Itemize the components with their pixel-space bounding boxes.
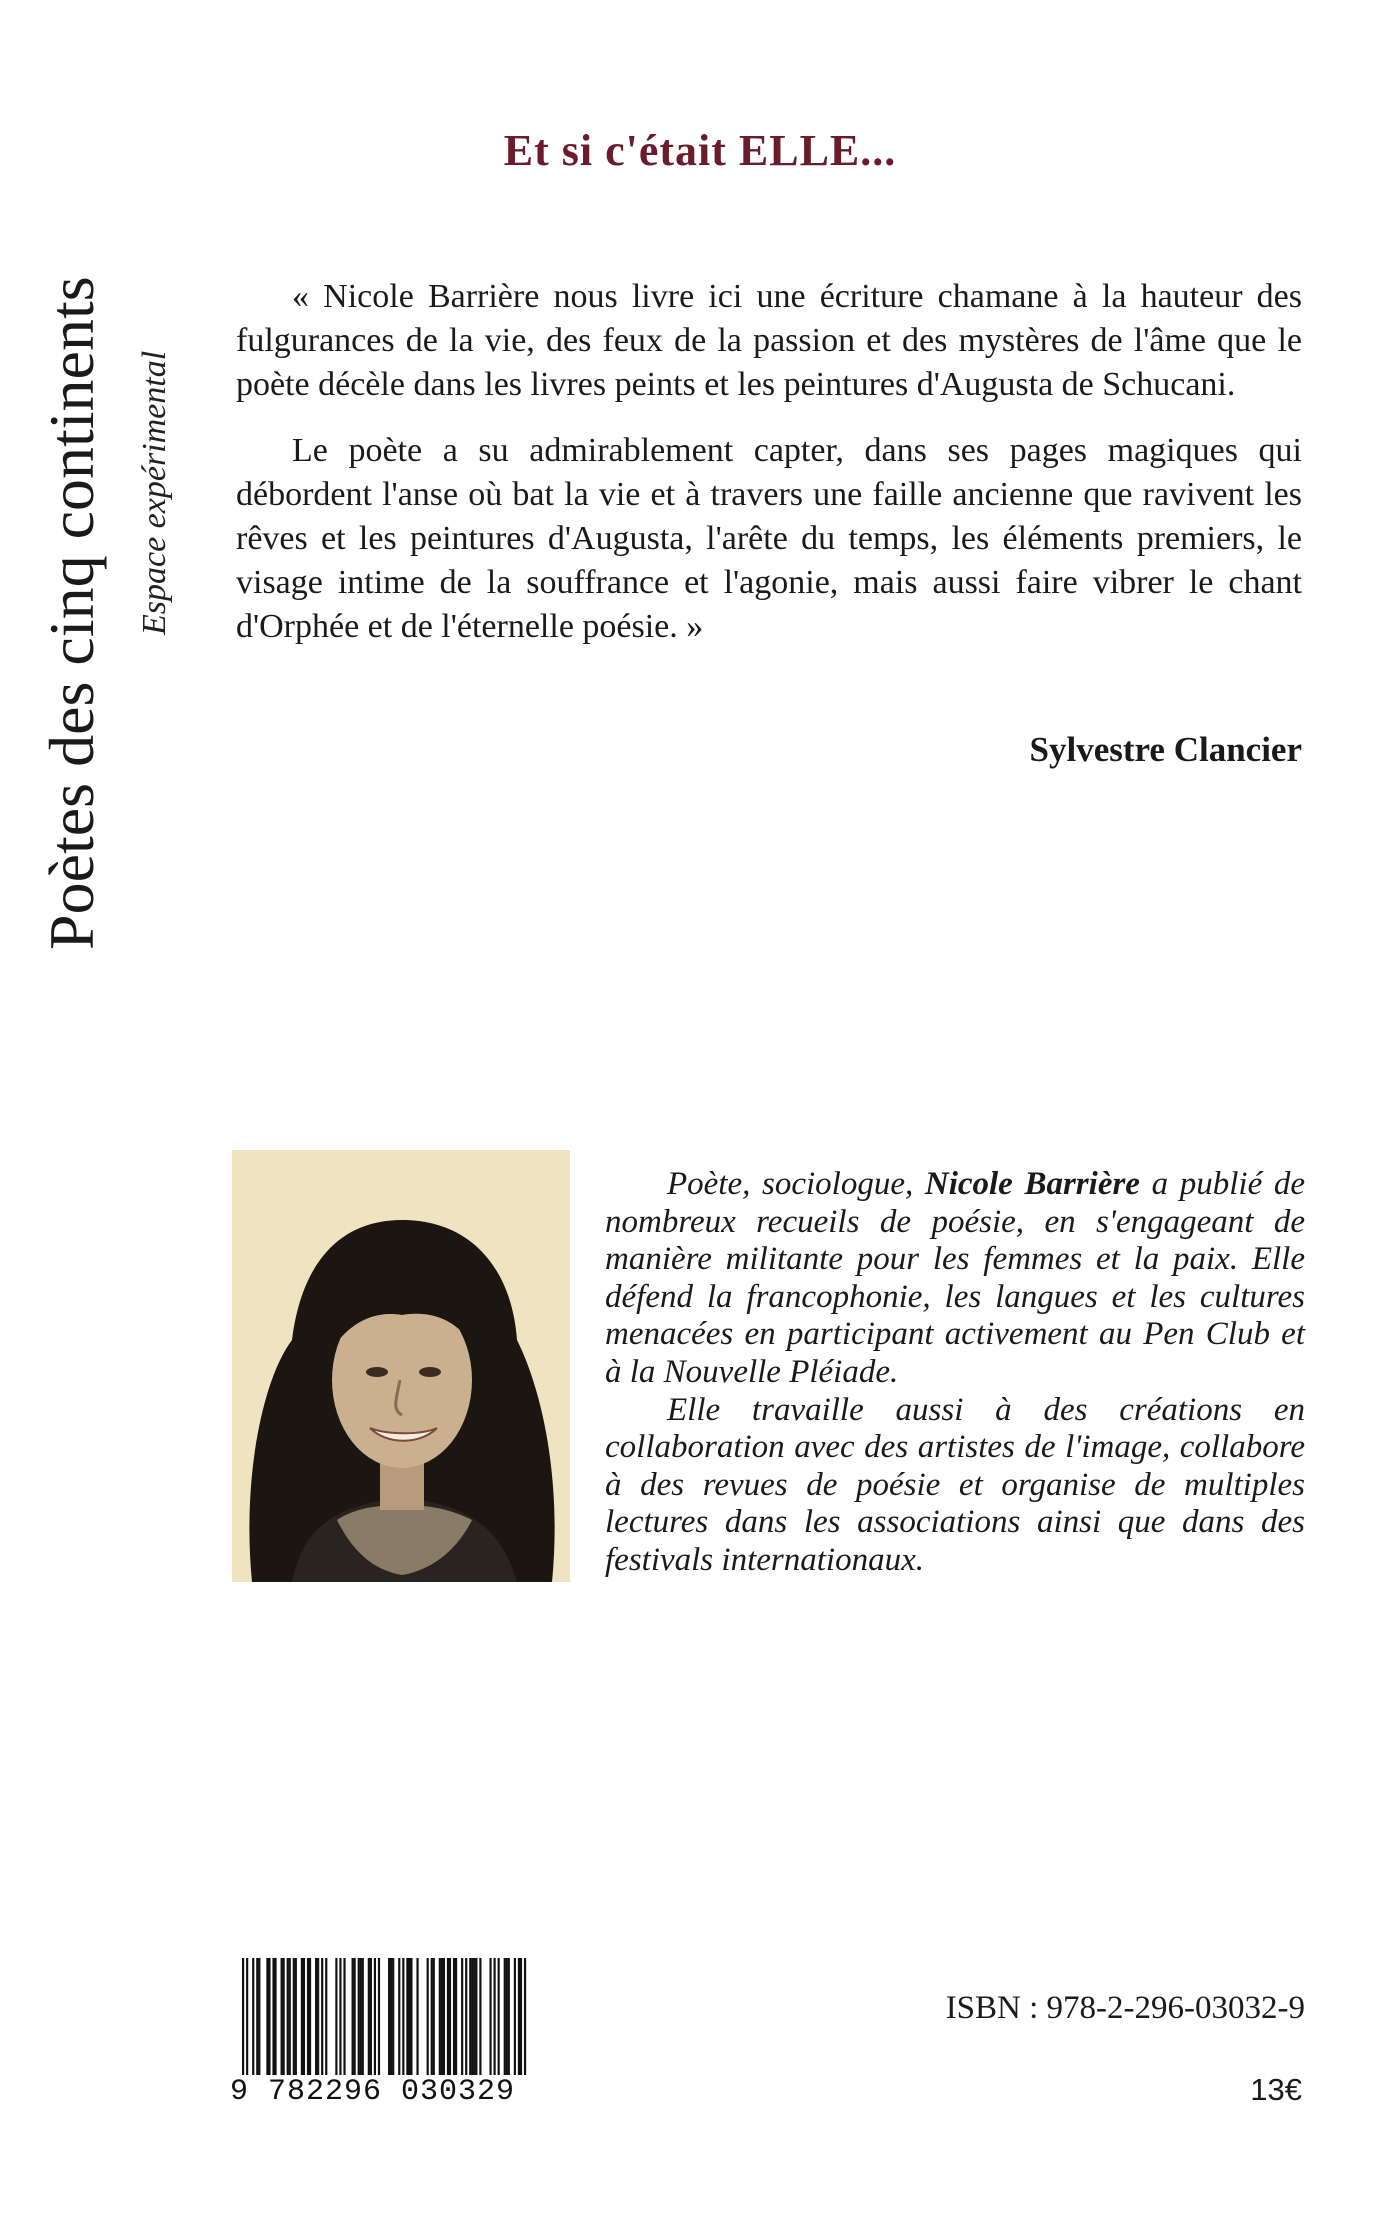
collection-name: Poètes des cinq continents — [36, 276, 107, 950]
price: 13€ — [1250, 2072, 1302, 2107]
endorsement-quote — [236, 275, 1302, 671]
bio-lead: Poète, sociologue, — [667, 1166, 925, 1202]
quote-paragraph: Le poète a su admirablement capter, dans ses pages magiques qui débordent l'anse où bat la vie et à travers une faille ancienne que ravivent les rêves et les peintures d'Augusta, l'arête du temps, les éléments premiers, le visage intime de la souffrance et l'agonie, mais aussi faire vibrer le chant d'Orphée et de l'éternelle poésie. » — [236, 432, 1302, 645]
quote-paragraph: « Nicole Barrière nous livre ici une écriture chamane à la hauteur des fulgurances de la vie, des feux de la passion et des mystères de l'âme que le poète décèle dans les livres peints et les peintures d'Augusta de Schucani. — [236, 278, 1302, 403]
author-biography — [605, 1166, 1305, 1580]
barcode-digits: 9 782296 030329 — [230, 2075, 540, 2109]
quote-author: Sylvestre Clancier — [1029, 730, 1302, 769]
series-name: Espace expérimental — [136, 350, 173, 635]
bio-paragraph — [605, 1166, 1305, 1392]
book-title: Et si c'était ELLE... — [503, 126, 897, 175]
isbn-number: ISBN : 978-2-296-03032-9 — [945, 1990, 1305, 2026]
bio-paragraph: Elle travaille aussi à des créations en collaboration avec des artistes de l'image, collabore à des revues de poésie et organise de multiples lectures dans les associations ainsi que dans des festivals internationaux. — [605, 1391, 1305, 1578]
bio-author-name: Nicole Barrière — [924, 1166, 1140, 1202]
spine-text — [36, 120, 190, 950]
author-photo — [232, 1150, 570, 1582]
bio-rest: a publié de nombreux recueils de poésie, en s'engageant de manière militante pour les femmes et la paix. Elle défend la francophonie, les langues et les cultures menacées en participant activement au Pen Club et à la Nouvelle Pléiade. — [605, 1166, 1305, 1390]
author-portrait-image — [232, 1150, 570, 1582]
